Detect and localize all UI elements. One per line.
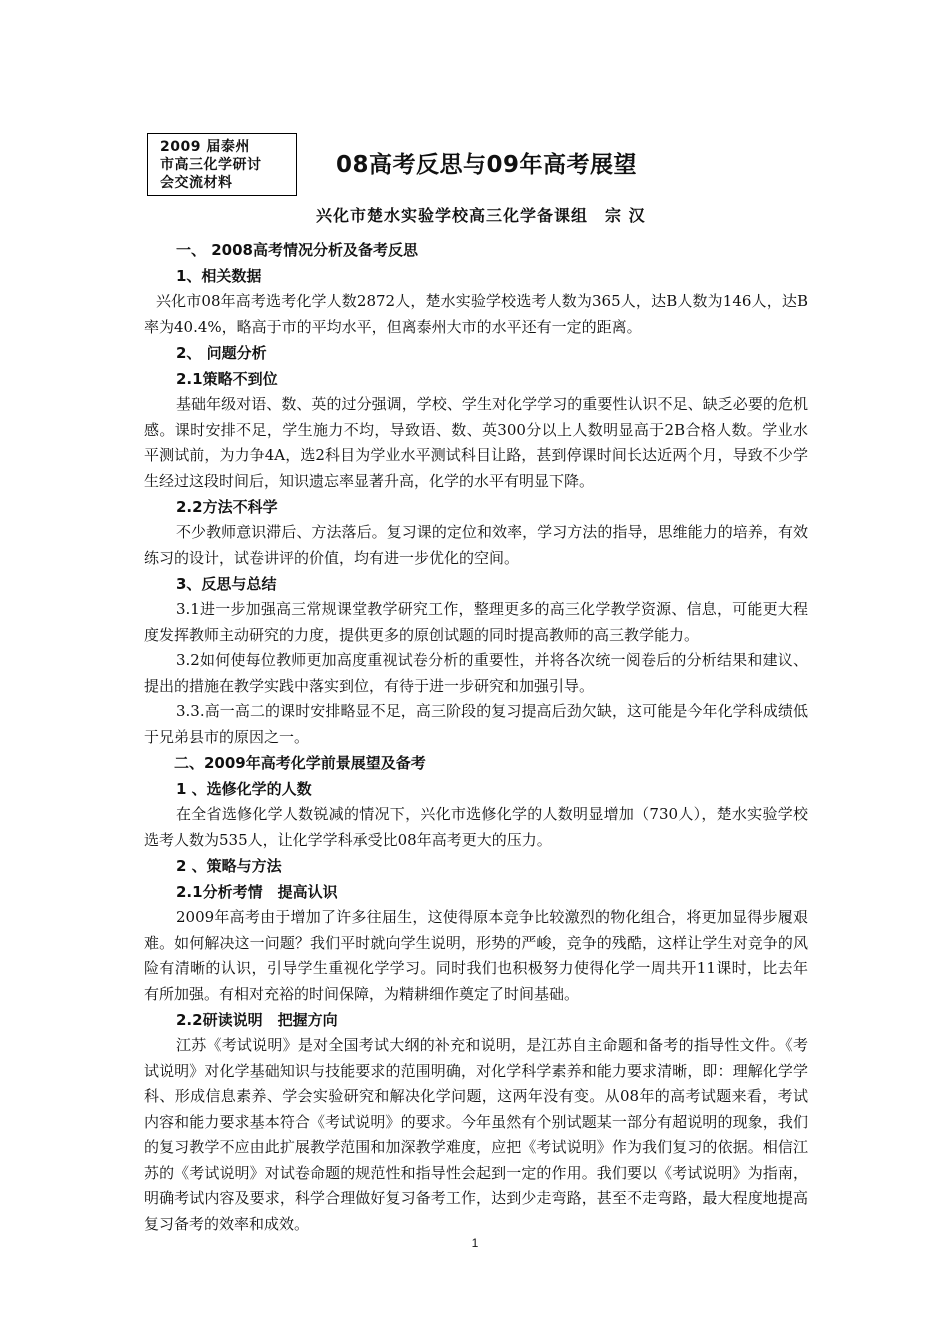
document-title: 08高考反思与09年高考展望 [336, 152, 638, 178]
section-2-2-2-paragraph: 江苏《考试说明》是对全国考试大纲的补充和说明，是江苏自主命题和备考的指导性文件。《考试说明》对化学基础知识与技能要求的范围明确，对化学科学素养和能力要求清晰，即：理解化学学科、形成信息素养、学会实验研究和解决化学问题，这两年没有变。从08年的高考试题来看，考试内容和能力要求基本符合《考试说明》的要求。今年虽然有个别试题某一部分有超说明的现象，我们的复习教学不应由此扩展教学范围和加深教学难度，应把《考试说明》作为我们复习的依据。相信江苏的《考试说明》对试卷命题的规范性和指导性会起到一定的作用。我们要以《考试说明》为指南，明确考试内容及要求，科学合理做好复习备考工作，达到少走弯路，甚至不走弯路，最大程度地提高复习备考的效率和成效。 [144, 1036, 808, 1233]
section-1-2-2-heading: 2.2方法不科学 [176, 498, 278, 516]
section-2-2-1-paragraph: 2009年高考由于增加了许多往届生，这使得原本竞争比较激烈的物化组合，将更加显得步履艰难。如何解决这一问题？我们平时就向学生说明，形势的严峻，竞争的残酷，这样让学生对竞争的风险有清晰的认识，引导学生重视化学学习。同时我们也积极努力使得化学一周共开11课时，比去年有所加强。有相对充裕的时间保障，为精耕细作奠定了时间基础。 [144, 908, 808, 1003]
section-2-heading: 二、2009年高考化学前景展望及备考 [174, 754, 426, 772]
section-2-1-heading: 1 、选修化学的人数 [176, 780, 312, 798]
stamp-line-2: 市高三化学研讨 [160, 157, 262, 173]
section-2-2-1-heading: 2.1分析考情 提高认识 [176, 883, 338, 901]
stamp-line-3: 会交流材料 [160, 175, 233, 191]
section-1-3-paragraph-1: 3.1进一步加强高三常规课堂教学研究工作，整理更多的高三化学教学资源、信息，可能更大程度发挥教师主动研究的力度，提供更多的原创试题的同时提高教师的高三教学能力。 [144, 600, 808, 644]
conference-stamp-box [147, 133, 297, 196]
page-number: 1 [471, 1236, 479, 1250]
section-1-1-heading: 1、相关数据 [176, 267, 262, 285]
section-2-1-paragraph: 在全省选修化学人数锐减的情况下，兴化市选修化学的人数明显增加（730人），楚水实验学校选考人数为535人，让化学学科承受比08年高考更大的压力。 [144, 805, 808, 849]
section-1-3-paragraph-2: 3.2如何使每位教师更加高度重视试卷分析的重要性，并将各次统一阅卷后的分析结果和建议、提出的措施在教学实践中落实到位，有待于进一步研究和加强引导。 [144, 651, 808, 695]
document-body [144, 237, 808, 1237]
section-1-2-1-paragraph: 基础年级对语、数、英的过分强调，学校、学生对化学学习的重要性认识不足、缺乏必要的危机感。课时安排不足，学生施力不均，导致语、数、英300分以上人数明显高于2B合格人数。学业水平测试前，为力争4A，选2科目为学业水平测试科目让路，甚到停课时间长达近两个月，导致不少学生经过这段时间后，知识遗忘率显著升高，化学的水平有明显下降。 [144, 395, 808, 490]
section-1-heading: 一、 2008高考情况分析及备考反思 [176, 241, 418, 259]
section-2-2-heading: 2 、策略与方法 [176, 857, 282, 875]
section-2-2-2-heading: 2.2研读说明 把握方向 [176, 1011, 338, 1029]
stamp-line-1: 2009 届泰州 [160, 139, 250, 155]
section-1-2-heading: 2、 问题分析 [176, 344, 267, 362]
section-1-3-heading: 3、反思与总结 [176, 575, 277, 593]
section-1-3-paragraph-3: 3.3.高一高二的课时安排略显不足，高三阶段的复习提高后劲欠缺，这可能是今年化学科成绩低于兄弟县市的原因之一。 [144, 702, 808, 746]
section-1-2-2-paragraph: 不少教师意识滞后、方法落后。复习课的定位和效率，学习方法的指导，思维能力的培养，有效练习的设计，试卷讲评的价值，均有进一步优化的空间。 [144, 523, 808, 567]
section-1-2-1-heading: 2.1策略不到位 [176, 370, 278, 388]
author-line: 兴化市楚水实验学校高三化学备课组 宗 汉 [316, 206, 646, 225]
section-1-1-paragraph: 兴化市08年高考选考化学人数2872人，楚水实验学校选考人数为365人，达B人数为146人，达B率为40.4%，略高于市的平均水平，但离泰州大市的水平还有一定的距离。 [144, 292, 808, 336]
